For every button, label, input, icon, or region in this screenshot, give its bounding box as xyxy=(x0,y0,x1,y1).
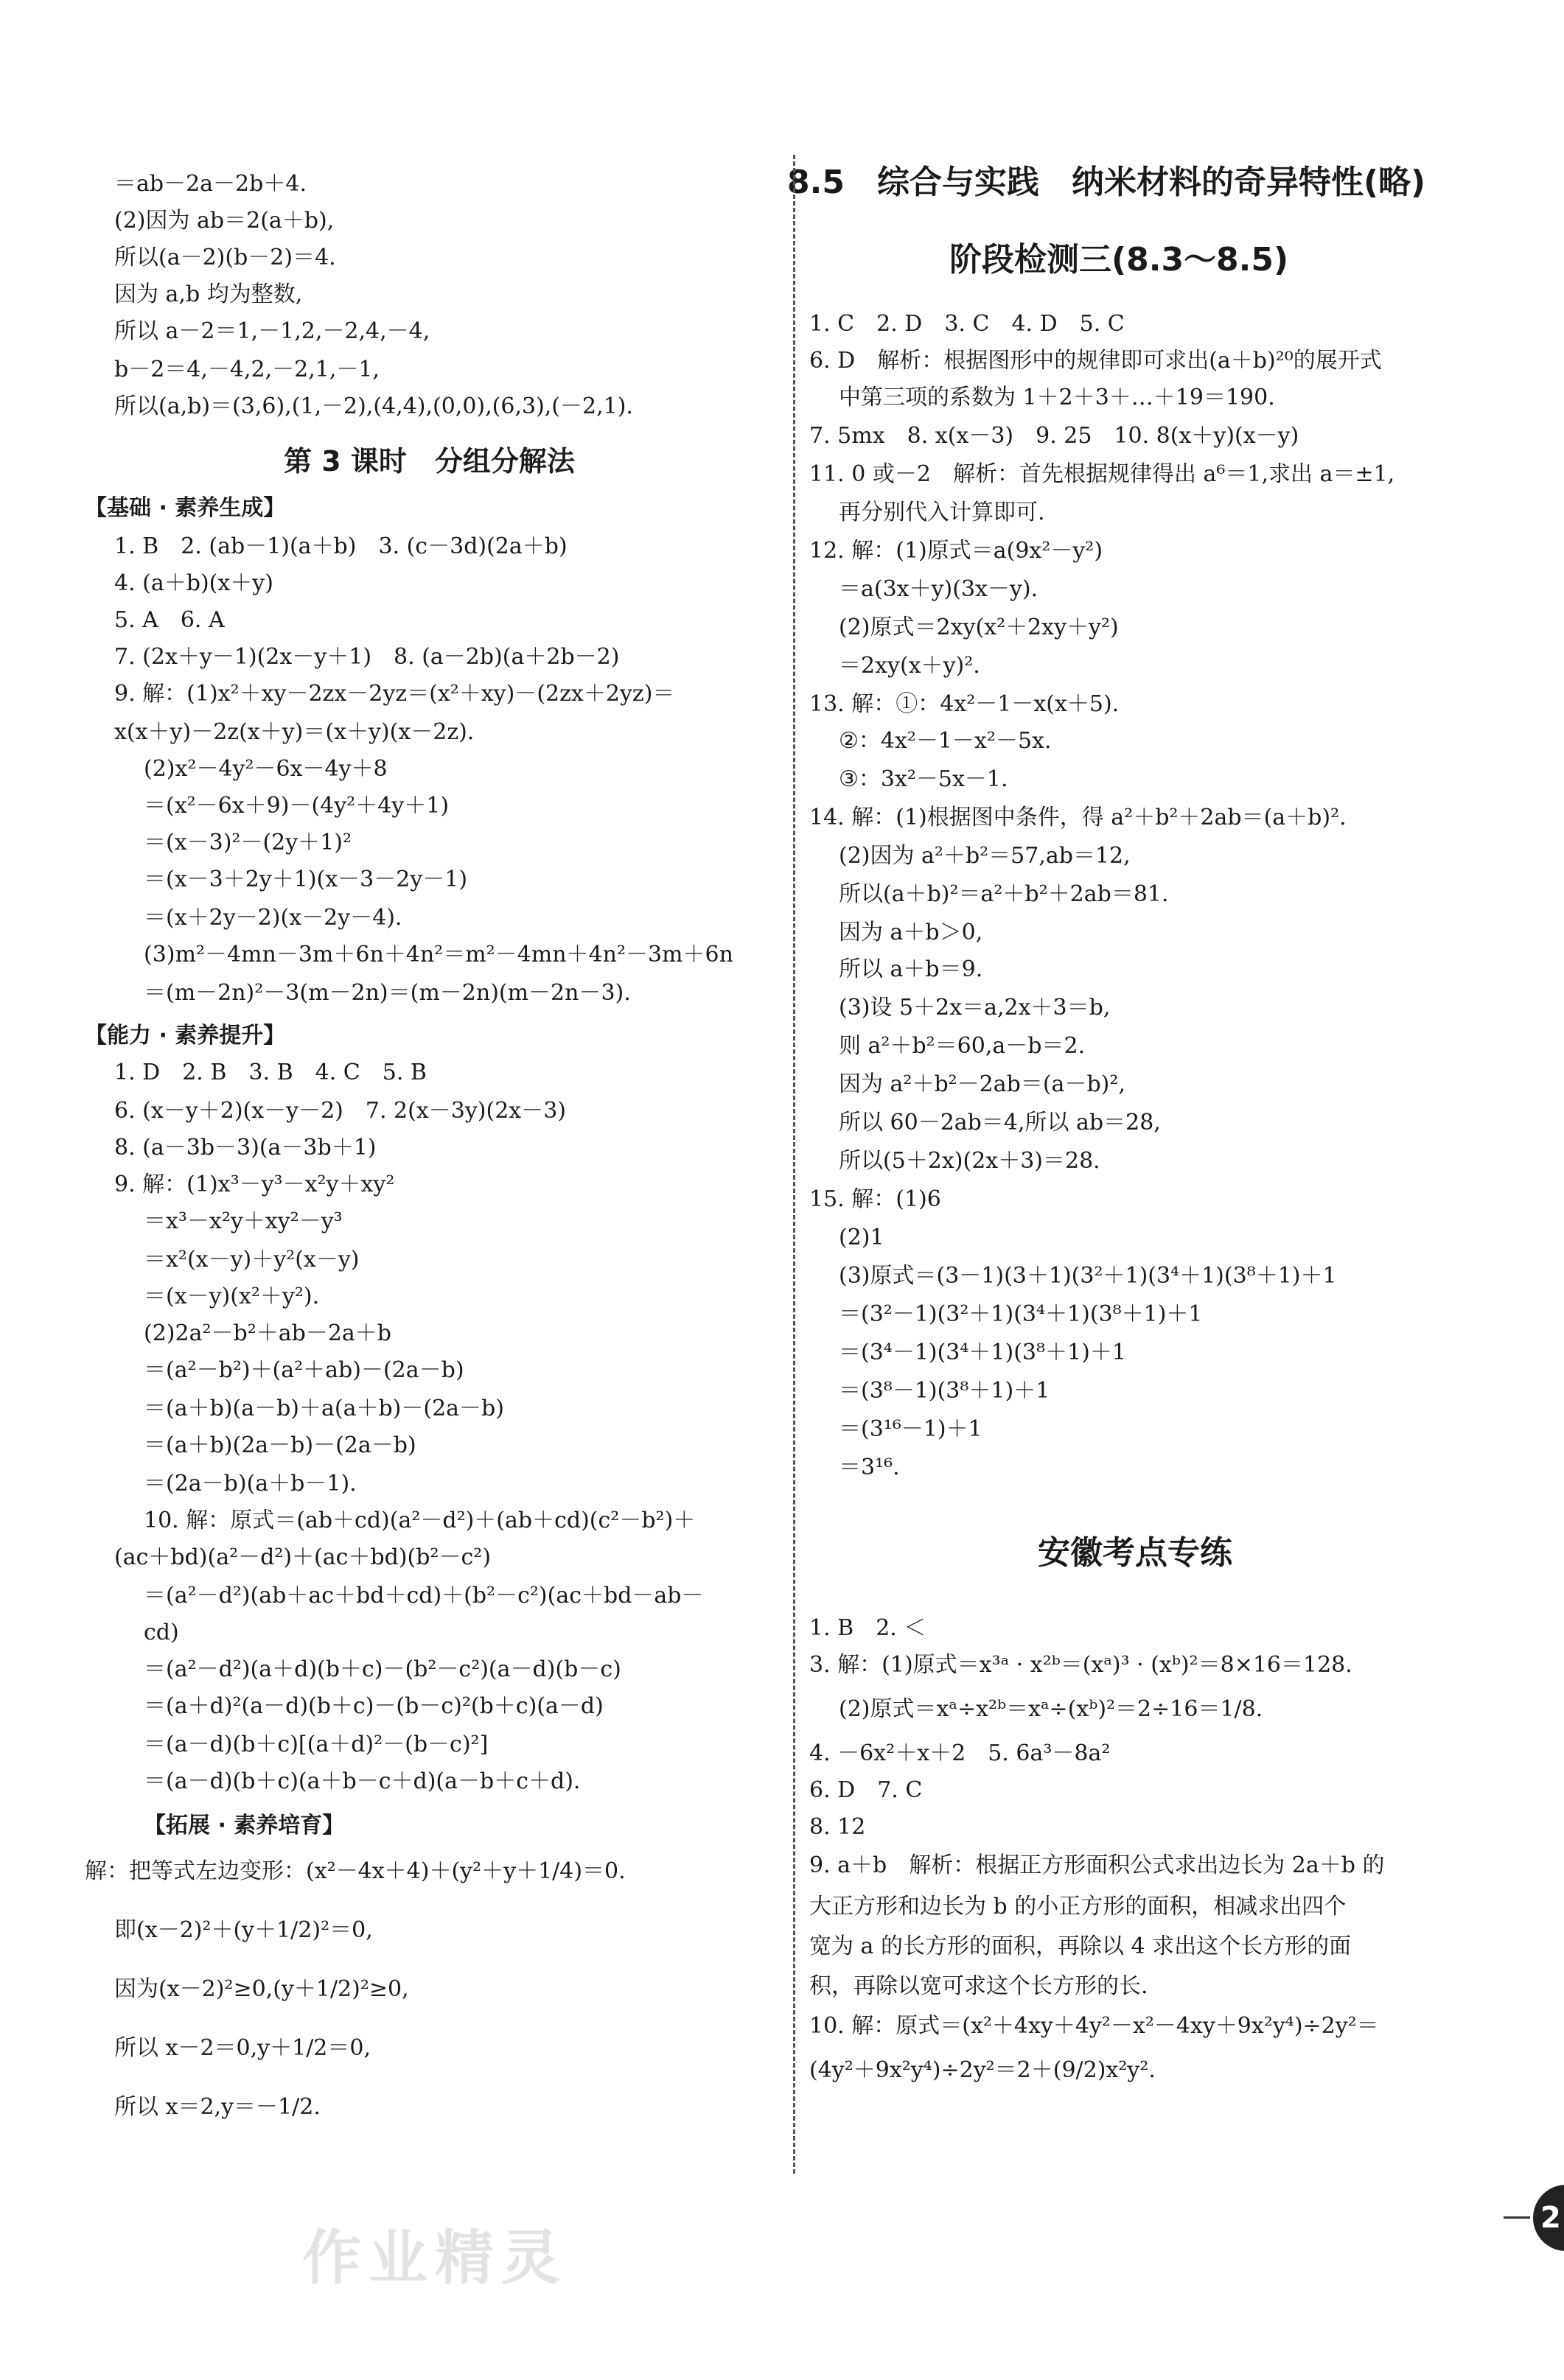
left-line-48: 所以 x＝2,y＝－1/2. xyxy=(114,2094,321,2120)
page-number-dash xyxy=(1504,2216,1530,2219)
left-line-39: ＝(a²－d²)(a＋d)(b＋c)－(b²－c²)(a－d)(b－c) xyxy=(144,1656,621,1682)
left-line-11: 5. A 6. A xyxy=(114,607,225,633)
left-line-41: ＝(a－d)(b＋c)[(a＋d)²－(b－c)²] xyxy=(144,1732,489,1757)
left-line-40: ＝(a＋d)²(a－d)(b＋c)－(b－c)²(b＋c)(a－d) xyxy=(144,1693,604,1719)
right-head-1: 阶段检测三(8.3～8.5) xyxy=(949,241,1289,279)
right-line-39: 8. 12 xyxy=(809,1814,866,1840)
right-line-37: 4. －6x²＋x＋2 5. 6a³－8a² xyxy=(809,1740,1111,1766)
right-head-33: 安徽考点专练 xyxy=(1038,1534,1232,1572)
left-line-25: 8. (a－3b－3)(a－3b＋1) xyxy=(114,1135,377,1161)
right-line-43: 积，再除以宽可求这个长方形的长. xyxy=(809,1973,1148,1999)
left-line-34: ＝(2a－b)(a＋b－1). xyxy=(144,1471,357,1497)
right-line-27: (3)原式＝(3－1)(3＋1)(3²＋1)(3⁴＋1)(3⁸＋1)＋1 xyxy=(839,1263,1337,1289)
left-line-24: 6. (x－y＋2)(x－y－2) 7. 2(x－3y)(2x－3) xyxy=(114,1098,566,1124)
left-line-31: ＝(a²－b²)＋(a²＋ab)－(2a－b) xyxy=(144,1357,464,1383)
right-line-31: ＝(3¹⁶－1)＋1 xyxy=(839,1416,982,1442)
right-line-20: (3)设 5＋2x＝a,2x＋3＝b, xyxy=(839,995,1111,1021)
left-line-1: (2)因为 ab＝2(a＋b), xyxy=(114,208,335,234)
left-line-46: 因为(x－2)²≥0,(y＋1/2)²≥0, xyxy=(114,1976,409,2002)
right-line-12: 13. 解：①：4x²－1－x(x＋5). xyxy=(809,691,1120,717)
right-line-18: 因为 a＋b＞0, xyxy=(839,920,983,945)
right-line-14: ③：3x²－5x－1. xyxy=(839,766,1008,792)
left-tag-8: 【基础 · 素养生成】 xyxy=(85,495,286,521)
right-line-41: 大正方形和边长为 b 的小正方形的面积，相减求出四个 xyxy=(809,1894,1347,1919)
left-line-10: 4. (a＋b)(x＋y) xyxy=(114,570,273,596)
right-line-13: ②：4x²－1－x²－5x. xyxy=(839,728,1052,754)
right-head-0: 8.5 综合与实践 纳米材料的奇异特性(略) xyxy=(787,164,1426,201)
right-line-30: ＝(3⁸－1)(3⁸＋1)＋1 xyxy=(839,1378,1050,1404)
left-line-42: ＝(a－d)(b＋c)(a＋b－c＋d)(a－b＋c＋d). xyxy=(144,1768,581,1794)
left-line-5: b－2＝4,－4,2,－2,1,－1, xyxy=(114,357,380,382)
right-line-10: (2)原式＝2xy(x²＋2xy＋y²) xyxy=(839,615,1119,640)
right-line-23: 所以 60－2ab＝4,所以 ab＝28, xyxy=(839,1110,1161,1135)
left-line-2: 所以(a－2)(b－2)＝4. xyxy=(114,245,336,270)
right-line-36: (2)原式＝xᵃ÷x²ᵇ＝xᵃ÷(xᵇ)²＝2÷16＝1/8. xyxy=(839,1696,1263,1722)
right-line-21: 则 a²＋b²＝60,a－b＝2. xyxy=(839,1033,1086,1059)
left-line-30: (2)2a²－b²＋ab－2a＋b xyxy=(144,1320,391,1346)
left-line-19: ＝(x＋2y－2)(x－2y－4). xyxy=(144,905,402,931)
left-line-37: ＝(a²－d²)(ab＋ac＋bd＋cd)＋(b²－c²)(ac＋bd－ab－ xyxy=(144,1583,704,1609)
right-line-15: 14. 解：(1)根据图中条件，得 a²＋b²＋2ab＝(a＋b)². xyxy=(809,805,1347,830)
right-line-24: 所以(5＋2x)(2x＋3)＝28. xyxy=(839,1148,1100,1174)
left-tag-43: 【拓展 · 素养培育】 xyxy=(144,1813,345,1838)
left-line-32: ＝(a＋b)(a－b)＋a(a＋b)－(2a－b) xyxy=(144,1396,504,1421)
left-line-45: 即(x－2)²＋(y＋1/2)²＝0, xyxy=(114,1917,373,1943)
left-section-7: 第 3 课时 分组分解法 xyxy=(284,445,575,477)
right-line-25: 15. 解：(1)6 xyxy=(809,1186,941,1212)
right-line-7: 再分别代入计算即可. xyxy=(839,500,1045,525)
left-line-35: 10. 解：原式＝(ab＋cd)(a²－d²)＋(ab＋cd)(c²－b²)＋ xyxy=(144,1508,696,1533)
left-line-6: 所以(a,b)＝(3,6),(1,－2),(4,4),(0,0),(6,3),(－2,1). xyxy=(114,393,633,419)
right-line-9: ＝a(3x＋y)(3x－y). xyxy=(839,576,1038,602)
left-line-18: ＝(x－3＋2y＋1)(x－3－2y－1) xyxy=(144,867,468,892)
right-line-17: 所以(a＋b)²＝a²＋b²＋2ab＝81. xyxy=(839,881,1169,907)
right-line-22: 因为 a²＋b²－2ab＝(a－b)², xyxy=(839,1071,1125,1097)
right-line-32: ＝3¹⁶. xyxy=(839,1455,900,1480)
right-line-19: 所以 a＋b＝9. xyxy=(839,956,983,982)
right-line-29: ＝(3⁴－1)(3⁴＋1)(3⁸＋1)＋1 xyxy=(839,1340,1126,1365)
right-line-2: 1. C 2. D 3. C 4. D 5. C xyxy=(809,311,1125,337)
right-line-28: ＝(3²－1)(3²＋1)(3⁴＋1)(3⁸＋1)＋1 xyxy=(839,1301,1203,1327)
right-line-8: 12. 解：(1)原式＝a(9x²－y²) xyxy=(809,538,1103,564)
left-line-27: ＝x³－x²y＋xy²－y³ xyxy=(144,1208,343,1234)
right-line-11: ＝2xy(x＋y)². xyxy=(839,653,980,679)
left-line-9: 1. B 2. (ab－1)(a＋b) 3. (c－3d)(2a＋b) xyxy=(114,533,568,559)
column-divider xyxy=(793,155,795,2174)
left-line-16: ＝(x²－6x＋9)－(4y²＋4y＋1) xyxy=(144,793,450,819)
right-line-6: 11. 0 或－2 解析：首先根据规律得出 a⁶＝1,求出 a＝±1, xyxy=(809,461,1395,487)
left-line-12: 7. (2x＋y－1)(2x－y＋1) 8. (a－2b)(a＋2b－2) xyxy=(114,644,620,670)
left-line-4: 所以 a－2＝1,－1,2,－2,4,－4, xyxy=(114,318,430,344)
right-line-38: 6. D 7. C xyxy=(809,1777,923,1803)
left-line-14: x(x＋y)－2z(x＋y)＝(x＋y)(x－2z). xyxy=(114,719,475,745)
left-line-3: 因为 a,b 均为整数, xyxy=(114,281,303,307)
left-line-36: (ac＋bd)(a²－d²)＋(ac＋bd)(b²－c²) xyxy=(114,1544,492,1570)
right-line-26: (2)1 xyxy=(839,1225,884,1250)
left-line-47: 所以 x－2＝0,y＋1/2＝0, xyxy=(114,2035,371,2061)
right-line-42: 宽为 a 的长方形的面积，再除以 4 求出这个长方形的面 xyxy=(809,1933,1352,1959)
left-line-23: 1. D 2. B 3. B 4. C 5. B xyxy=(114,1060,427,1085)
left-line-29: ＝(x－y)(x²＋y²). xyxy=(144,1284,320,1309)
left-line-26: 9. 解：(1)x³－y³－x²y＋xy² xyxy=(114,1172,395,1197)
left-line-44: 解：把等式左边变形：(x²－4x＋4)＋(y²＋y＋1/4)＝0. xyxy=(85,1858,626,1884)
left-line-38: cd) xyxy=(144,1620,179,1645)
left-line-21: ＝(m－2n)²－3(m－2n)＝(m－2n)(m－2n－3). xyxy=(144,980,631,1006)
right-line-5: 7. 5mx 8. x(x－3) 9. 25 10. 8(x＋y)(x－y) xyxy=(809,423,1299,449)
right-line-45: (4y²＋9x²y⁴)÷2y²＝2＋(9/2)x²y². xyxy=(809,2057,1156,2083)
right-line-3: 6. D 解析：根据图形中的规律即可求出(a＋b)²⁰的展开式 xyxy=(809,348,1382,374)
left-line-15: (2)x²－4y²－6x－4y＋8 xyxy=(144,756,388,782)
right-line-44: 10. 解：原式＝(x²＋4xy＋4y²－x²－4xy＋9x²y⁴)÷2y²＝ xyxy=(809,2013,1379,2039)
left-line-33: ＝(a＋b)(2a－b)－(2a－b) xyxy=(144,1432,416,1458)
left-line-20: (3)m²－4mn－3m＋6n＋4n²＝m²－4mn＋4n²－3m＋6n xyxy=(144,942,733,967)
right-line-40: 9. a＋b 解析：根据正方形面积公式求出边长为 2a＋b 的 xyxy=(809,1852,1385,1878)
right-line-4: 中第三项的系数为 1＋2＋3＋…＋19＝190. xyxy=(839,385,1275,410)
right-line-34: 1. B 2. ＜ xyxy=(809,1615,926,1641)
left-tag-22: 【能力 · 素养提升】 xyxy=(85,1023,286,1049)
right-line-16: (2)因为 a²＋b²＝57,ab＝12, xyxy=(839,843,1131,869)
left-line-0: ＝ab－2a－2b＋4. xyxy=(114,171,307,197)
left-line-28: ＝x²(x－y)＋y²(x－y) xyxy=(144,1247,360,1273)
page-number: 2 xyxy=(1533,2185,1564,2251)
left-line-17: ＝(x－3)²－(2y＋1)² xyxy=(144,830,352,855)
watermark: 作业精灵 xyxy=(302,2224,568,2292)
right-line-35: 3. 解：(1)原式＝x³ᵃ · x²ᵇ＝(xᵃ)³ · (xᵇ)²＝8×16＝128. xyxy=(809,1652,1352,1678)
left-line-13: 9. 解：(1)x²＋xy－2zx－2yz＝(x²＋xy)－(2zx＋2yz)＝ xyxy=(114,681,675,707)
